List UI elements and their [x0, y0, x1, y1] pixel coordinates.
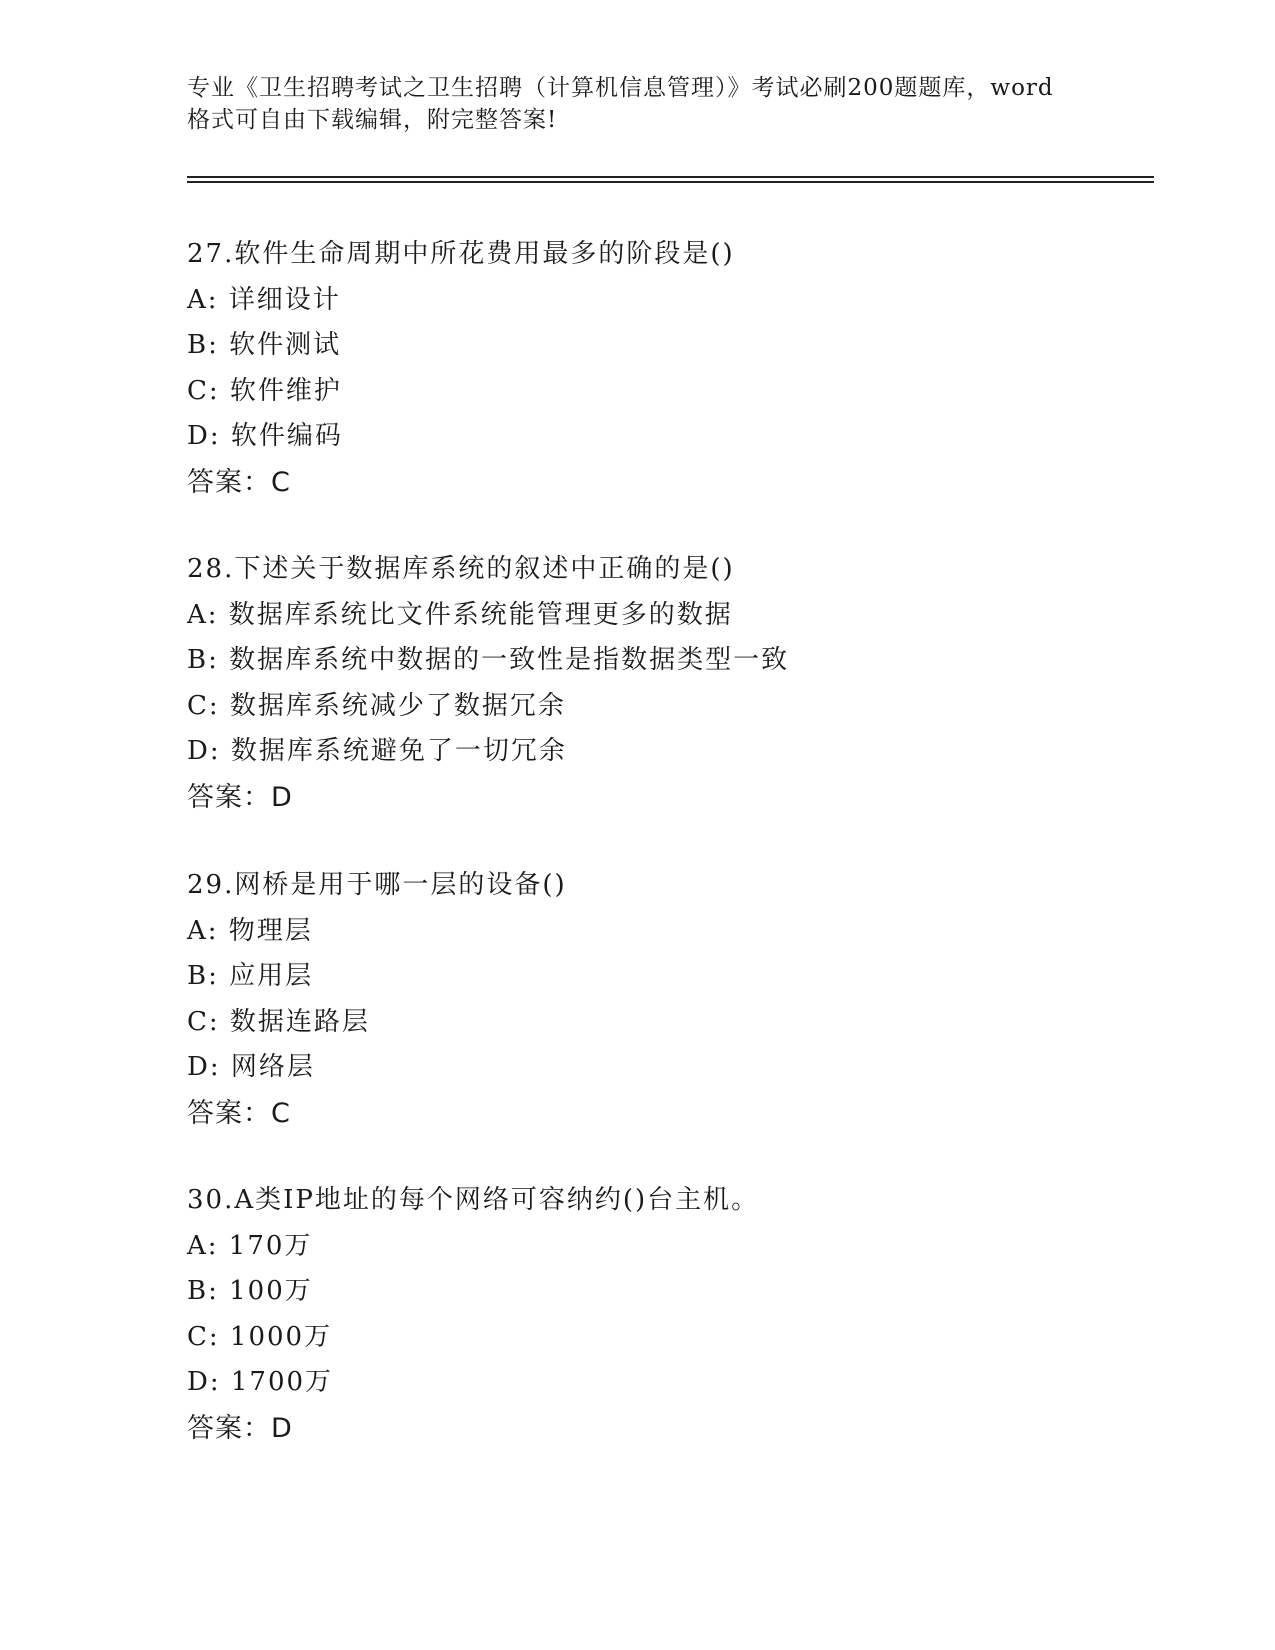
- option-d: D: 1700万: [187, 1367, 334, 1397]
- option-d: D: 网络层: [187, 1052, 315, 1082]
- option-b: B: 软件测试: [187, 330, 342, 360]
- option-b: B: 应用层: [187, 961, 314, 991]
- option-b: B: 100万: [187, 1276, 313, 1306]
- header-line-1: 专业《卫生招聘考试之卫生招聘（计算机信息管理）》考试必刷200题题库，word: [187, 75, 1054, 101]
- option-c: C: 软件维护: [187, 375, 342, 406]
- option-a: A: 170万: [187, 1230, 313, 1261]
- option-c: C: 数据库系统减少了数据冗余: [187, 690, 566, 721]
- header-divider-top: [187, 176, 1154, 178]
- header-line-2: 格式可自由下载编辑，附完整答案!: [187, 107, 558, 133]
- question-stem: 28.下述关于数据库系统的叙述中正确的是(): [187, 554, 735, 584]
- question-28: [187, 547, 1167, 820]
- question-stem: 27.软件生命周期中所花费用最多的阶段是(): [187, 239, 735, 269]
- answer-label: 答案：D: [187, 781, 293, 813]
- header-divider-bottom: [187, 181, 1154, 183]
- answer-label: 答案：C: [187, 466, 291, 498]
- answer-label: 答案：C: [187, 1097, 291, 1129]
- option-c: C: 1000万: [187, 1321, 333, 1352]
- answer-label: 答案：D: [187, 1412, 293, 1444]
- option-a: A: 数据库系统比文件系统能管理更多的数据: [187, 599, 733, 630]
- question-29: [187, 863, 1167, 1136]
- question-27: [187, 232, 1167, 505]
- option-d: D: 数据库系统避免了一切冗余: [187, 736, 567, 766]
- question-stem: 30.A类IP地址的每个网络可容纳约()台主机。: [187, 1185, 760, 1215]
- question-30: [187, 1178, 1167, 1451]
- option-d: D: 软件编码: [187, 421, 343, 451]
- question-stem: 29.网桥是用于哪一层的设备(): [187, 870, 567, 900]
- option-c: C: 数据连路层: [187, 1006, 370, 1037]
- option-b: B: 数据库系统中数据的一致性是指数据类型一致: [187, 645, 790, 675]
- option-a: A: 详细设计: [187, 284, 341, 315]
- option-a: A: 物理层: [187, 915, 313, 946]
- document-header: [187, 72, 1087, 136]
